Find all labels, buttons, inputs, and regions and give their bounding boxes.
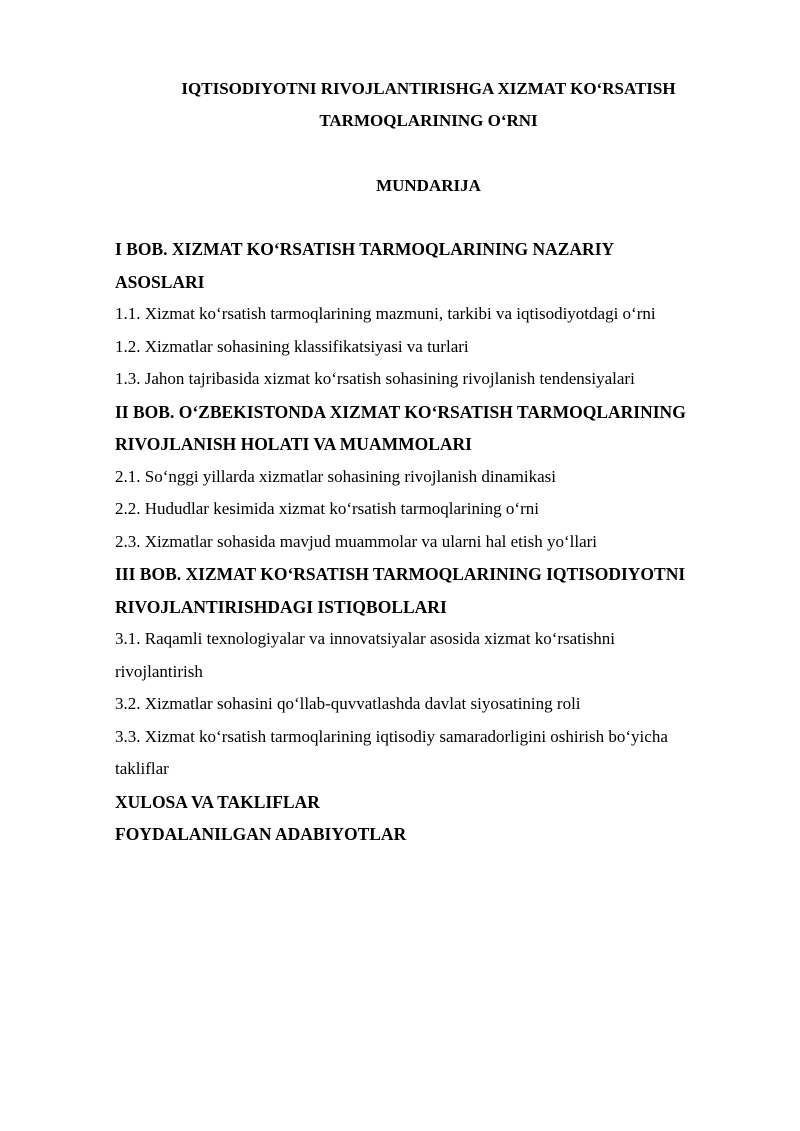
toc-chapter-1-line-2: ASOSLARI: [115, 271, 205, 292]
toc-chapter-3: [115, 558, 745, 623]
toc-item-1-3: 1.3. Jahon tajribasida xizmat ko‘rsatish sohasining rivojlanish tendensiyalari: [115, 369, 635, 388]
toc-item-2-3: 2.3. Xizmatlar sohasida mavjud muammolar va ularni hal etish yo‘llari: [115, 531, 598, 551]
toc-chapter-2: [115, 396, 745, 461]
toc-chapter-2-line-2: RIVOJLANISH HOLATI VA MUAMMOLARI: [115, 434, 472, 454]
toc-chapter-3-line-2: RIVOJLANTIRISHDAGI ISTIQBOLLARI: [115, 596, 447, 617]
document-title-line-2: TARMOQLARINING O‘RNI: [319, 111, 538, 130]
toc-item-3-3-line-2: takliflar: [115, 759, 169, 778]
toc-item-3-1-line-1: 3.1. Raqamli texnologiyalar va innovatsiyalar asosida xizmat ko‘rsatishni: [115, 629, 615, 648]
toc-item-3-2: 3.2. Xizmatlar sohasini qo‘llab-quvvatlashda davlat siyosatining roli: [115, 694, 581, 713]
toc-item-2-1: 2.1. So‘nggi yillarda xizmatlar sohasining rivojlanish dinamikasi: [115, 466, 556, 486]
toc-heading: MUNDARIJA: [376, 176, 481, 195]
toc-references: [115, 818, 745, 851]
toc-chapter-1-line-1: I BOB. XIZMAT KO‘RSATISH TARMOQLARINING NAZARIY: [115, 239, 615, 259]
toc-chapter-1: [115, 233, 745, 298]
toc-conclusion-label: XULOSA VA TAKLIFLAR: [115, 791, 320, 812]
toc-references-label: FOYDALANILGAN ADABIYOTLAR: [115, 824, 407, 844]
toc-item-1-2: 1.2. Xizmatlar sohasining klassifikatsiyasi va turlari: [115, 336, 469, 356]
toc-item-3-3-line-1: 3.3. Xizmat ko‘rsatish tarmoqlarining iqtisodiy samaradorligini oshirish bo‘yicha: [115, 726, 668, 746]
table-of-contents: [115, 233, 745, 851]
toc-item-3-1-line-2: rivojlantirish: [115, 661, 203, 681]
toc-chapter-3-line-1: III BOB. XIZMAT KO‘RSATISH TARMOQLARINING IQTISODIYOTNI: [115, 564, 686, 584]
toc-chapter-2-line-1: II BOB. O‘ZBEKISTONDA XIZMAT KO‘RSATISH TARMOQLARINING: [115, 401, 686, 422]
document-title-line-1: IQTISODIYOTNI RIVOJLANTIRISHGA XIZMAT KO‘RSATISH: [181, 79, 676, 98]
toc-conclusion: [115, 786, 745, 819]
toc-item-2-2: 2.2. Hududlar kesimida xizmat ko‘rsatish tarmoqlarining o‘rni: [115, 499, 539, 518]
toc-item-1-1: 1.1. Xizmat ko‘rsatish tarmoqlarining mazmuni, tarkibi va iqtisodiyotdagi o‘rni: [115, 304, 656, 323]
